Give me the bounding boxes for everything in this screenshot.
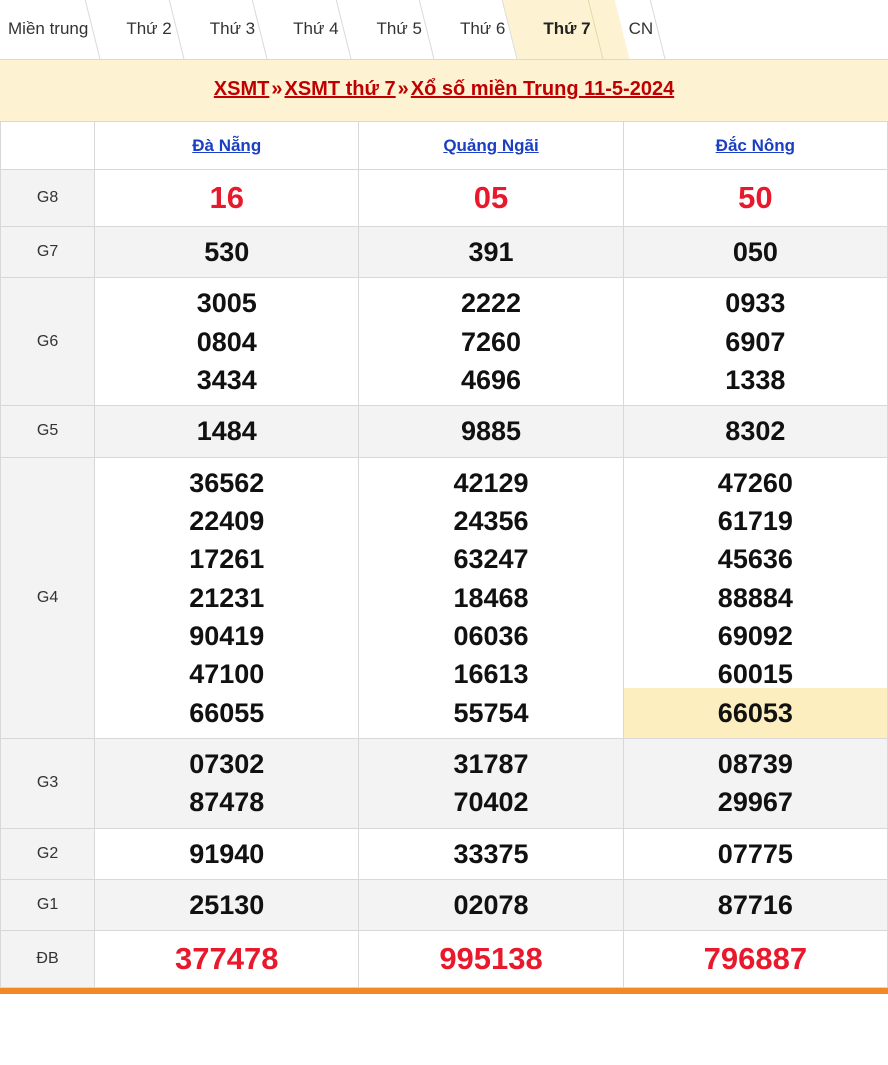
table-header-row: [1, 122, 888, 170]
prize-number: 66055: [189, 697, 265, 728]
prize-number: 07302: [189, 748, 265, 779]
prize-number: 530: [204, 237, 250, 268]
prize-number: 4696: [461, 365, 522, 395]
prize-label: ĐB: [1, 931, 95, 988]
prize-number: 69092: [717, 620, 793, 651]
prize-label: G1: [1, 879, 95, 930]
prize-number: 21231: [189, 582, 265, 613]
tab-label: Thứ 3: [209, 19, 256, 38]
prize-number: 16613: [453, 659, 529, 690]
tab-label: Thứ 2: [126, 19, 172, 38]
prize-label: G3: [1, 738, 95, 828]
breadcrumb-separator: »: [397, 78, 409, 100]
prize-values-cell: [359, 406, 623, 457]
prize-number: 70402: [453, 787, 529, 818]
prize-values-cell: [623, 738, 887, 828]
province-header-dac-nong[interactable]: Đắc Nông: [623, 122, 887, 170]
prize-number: 29967: [717, 787, 793, 818]
prize-number: 995138: [439, 941, 543, 977]
breadcrumb-link-xsmt-thu-7[interactable]: XSMT thứ 7: [284, 78, 396, 100]
lottery-results-table: [0, 121, 888, 988]
table-row: [1, 406, 888, 457]
tab-cn[interactable]: [609, 0, 672, 59]
prize-number: 18468: [453, 582, 529, 613]
prize-number: 22409: [189, 505, 265, 536]
prize-values-cell: [95, 931, 359, 988]
prize-values-cell: [359, 227, 623, 278]
province-header-da-nang[interactable]: Đà Nẵng: [95, 122, 359, 170]
prize-number: 06036: [453, 620, 529, 651]
table-row: [1, 227, 888, 278]
prize-number: 88884: [717, 582, 793, 613]
prize-values-cell: [623, 828, 887, 879]
tab-label: Thứ 7: [543, 19, 591, 38]
tab-label: Thứ 5: [376, 19, 422, 38]
province-header-quang-ngai[interactable]: Quảng Ngãi: [359, 122, 623, 170]
prize-number: 08739: [717, 748, 793, 779]
prize-number: 2222: [461, 288, 522, 319]
prize-values-cell: [95, 227, 359, 278]
prize-number: 66053: [624, 688, 887, 738]
prize-values-cell: [623, 457, 887, 738]
breadcrumb-current-page[interactable]: Xổ số miền Trung 11-5-2024: [410, 78, 675, 100]
prize-number: 31787: [453, 748, 529, 779]
prize-number: 24356: [453, 505, 529, 536]
prize-values-cell: [623, 170, 887, 227]
prize-values-cell: [359, 170, 623, 227]
prize-number: 63247: [453, 544, 529, 575]
table-row: [1, 457, 888, 738]
prize-label: G6: [1, 278, 95, 406]
prize-number: 50: [738, 180, 773, 215]
tab-thu-2[interactable]: [106, 0, 189, 59]
prize-number: 45636: [717, 544, 793, 575]
prize-values-cell: [95, 278, 359, 406]
prize-values-cell: [359, 738, 623, 828]
prize-values-cell: [95, 738, 359, 828]
prize-number: 42129: [453, 467, 529, 498]
tab-thu-3[interactable]: [190, 0, 273, 59]
prize-number: 1338: [725, 365, 786, 395]
prize-number: 391: [468, 237, 514, 268]
prize-label: G4: [1, 457, 95, 738]
prize-values-cell: [359, 879, 623, 930]
prize-values-cell: [95, 828, 359, 879]
table-row: [1, 278, 888, 406]
prize-number: 47260: [717, 467, 793, 498]
table-row: [1, 828, 888, 879]
prize-values-cell: [623, 931, 887, 988]
prize-number: 796887: [703, 941, 808, 977]
prize-number: 60015: [717, 659, 793, 690]
prize-number: 25130: [189, 889, 265, 920]
prize-number: 61719: [717, 505, 793, 536]
prize-values-cell: [359, 931, 623, 988]
prize-label: G5: [1, 406, 95, 457]
prize-values-cell: [95, 170, 359, 227]
prize-number: 050: [732, 237, 778, 268]
prize-values-cell: [623, 406, 887, 457]
tab-bar: [0, 0, 888, 60]
tab-label: Thứ 6: [459, 19, 506, 38]
prize-values-cell: [95, 457, 359, 738]
prize-values-cell: [359, 278, 623, 406]
prize-values-cell: [95, 406, 359, 457]
prize-number: 17261: [189, 544, 265, 575]
prize-number: 87716: [717, 889, 793, 920]
prize-values-cell: [359, 828, 623, 879]
table-row: [1, 931, 888, 988]
prize-number: 7260: [461, 326, 522, 357]
prize-number: 47100: [189, 659, 265, 690]
tab-thu-4[interactable]: [273, 0, 356, 59]
prize-number: 05: [473, 180, 509, 215]
prize-number: 8302: [725, 416, 786, 447]
prize-label: G7: [1, 227, 95, 278]
tab-label: Thứ 4: [293, 19, 339, 38]
prize-number: 3005: [196, 288, 257, 319]
prize-number: 0804: [196, 326, 257, 357]
prize-number: 1484: [196, 416, 257, 447]
prize-values-cell: [623, 278, 887, 406]
prize-number: 33375: [453, 838, 529, 869]
prize-number: 9885: [461, 416, 522, 447]
prize-number: 6907: [725, 326, 786, 357]
prize-label: G2: [1, 828, 95, 879]
table-row: [1, 170, 888, 227]
prize-label: G8: [1, 170, 95, 227]
prize-number: 3434: [196, 365, 257, 395]
tab-label: CN: [628, 19, 654, 38]
prize-number: 36562: [189, 467, 265, 498]
tab-mien-trung[interactable]: [0, 0, 106, 59]
prize-values-cell: [623, 879, 887, 930]
prize-number: 07775: [717, 838, 793, 869]
breadcrumb-link-xsmt[interactable]: XSMT: [213, 78, 270, 100]
tab-thu-7[interactable]: [523, 0, 608, 59]
prize-number: 87478: [189, 787, 265, 818]
prize-number: 16: [209, 180, 244, 215]
prize-number: 90419: [189, 620, 265, 651]
table-row: [1, 879, 888, 930]
tab-thu-5[interactable]: [357, 0, 440, 59]
table-corner-cell: [1, 122, 95, 170]
prize-number: 377478: [175, 941, 279, 977]
tab-label: Miền trung: [8, 19, 89, 38]
prize-values-cell: [359, 457, 623, 738]
prize-number: 02078: [453, 889, 529, 920]
prize-number: 55754: [453, 697, 529, 728]
prize-values-cell: [623, 227, 887, 278]
breadcrumb-separator: »: [271, 78, 283, 100]
prize-values-cell: [95, 879, 359, 930]
table-row: [1, 738, 888, 828]
breadcrumb: [0, 60, 888, 121]
bottom-spacer: [0, 994, 888, 1012]
prize-number: 0933: [725, 288, 786, 319]
prize-number: 91940: [189, 838, 265, 869]
